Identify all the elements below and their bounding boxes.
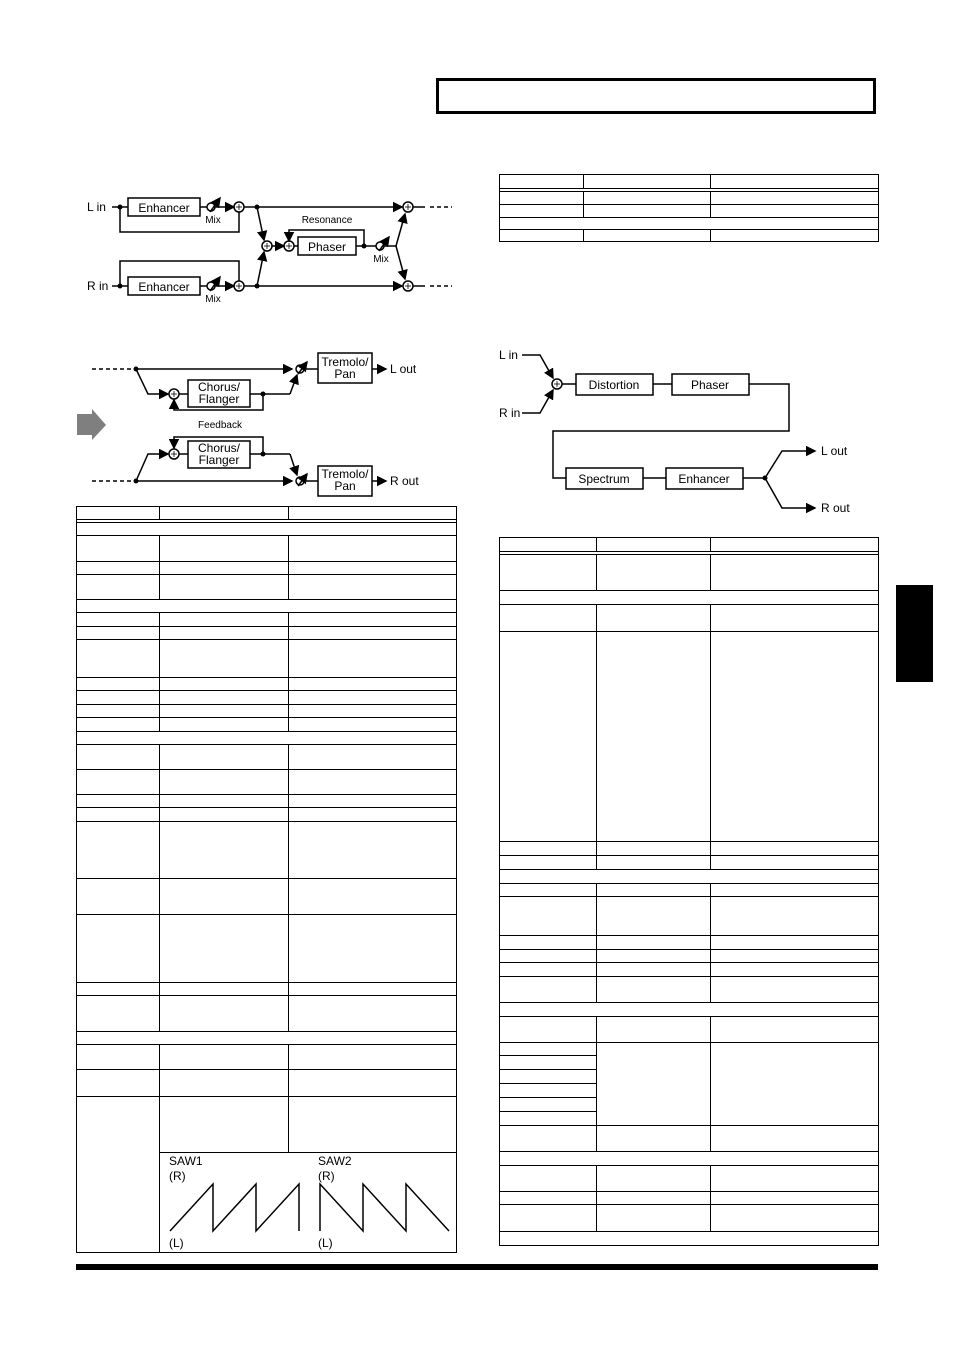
saw-waveforms — [160, 1153, 456, 1252]
chorus-flanger-upper-line1: Chorus/ — [197, 380, 241, 394]
right-enhancer-label: Enhancer — [678, 472, 730, 486]
resonance-label: Resonance — [301, 215, 353, 226]
tremolo-pan-lower-line2: Pan — [334, 479, 356, 493]
right-parameter-table — [499, 537, 879, 1246]
r-out-label: R out — [390, 474, 419, 488]
spectrum-label: Spectrum — [578, 472, 630, 486]
mix-r-label: Mix — [205, 294, 221, 305]
enhancer-l-label: Enhancer — [138, 201, 190, 215]
section-title-box — [436, 78, 876, 114]
right-phaser-label: Phaser — [690, 378, 730, 392]
saw1-r-label: (R) — [169, 1169, 186, 1183]
saw2-l-label: (L) — [318, 1236, 333, 1250]
chorus-flanger-lower-line1: Chorus/ — [197, 441, 241, 455]
right-r-out-label: R out — [821, 501, 850, 515]
chorus-flanger-upper-line2: Flanger — [198, 392, 240, 406]
r-in-label: R in — [87, 279, 109, 293]
mix-phaser-label: Mix — [373, 254, 389, 265]
l-in-label: L in — [87, 200, 106, 214]
enhancer-r-label: Enhancer — [138, 280, 190, 294]
right-r-in-label: R in — [499, 406, 521, 420]
phaser-label: Phaser — [307, 240, 347, 254]
bottom-rule — [76, 1264, 878, 1270]
right-l-in-label: L in — [499, 348, 518, 362]
mix-l-label: Mix — [205, 215, 221, 226]
distortion-label: Distortion — [588, 378, 640, 392]
saw2-wave — [320, 1184, 449, 1231]
left-parameter-table — [76, 506, 457, 1253]
feedback-label: Feedback — [198, 420, 242, 431]
chorus-flanger-lower-line2: Flanger — [198, 453, 240, 467]
continuation-arrow-icon — [77, 409, 106, 440]
right-l-out-label: L out — [821, 444, 848, 458]
chorus-tremolo-diagram — [74, 348, 434, 498]
saw2-r-label: (R) — [318, 1169, 335, 1183]
saw1-l-label: (L) — [169, 1236, 184, 1250]
right-top-table — [499, 174, 879, 242]
side-index-tab — [896, 585, 933, 682]
l-out-label: L out — [390, 362, 417, 376]
saw2-label: SAW2 — [318, 1154, 352, 1168]
saw1-label: SAW1 — [169, 1154, 203, 1168]
tremolo-pan-lower-line1: Tremolo/ — [321, 467, 369, 481]
tremolo-pan-upper-line1: Tremolo/ — [321, 355, 369, 369]
distortion-chain-diagram — [494, 343, 864, 523]
enhancer-phaser-diagram — [80, 185, 460, 310]
tremolo-pan-upper-line2: Pan — [334, 367, 356, 381]
saw1-wave — [170, 1184, 299, 1231]
